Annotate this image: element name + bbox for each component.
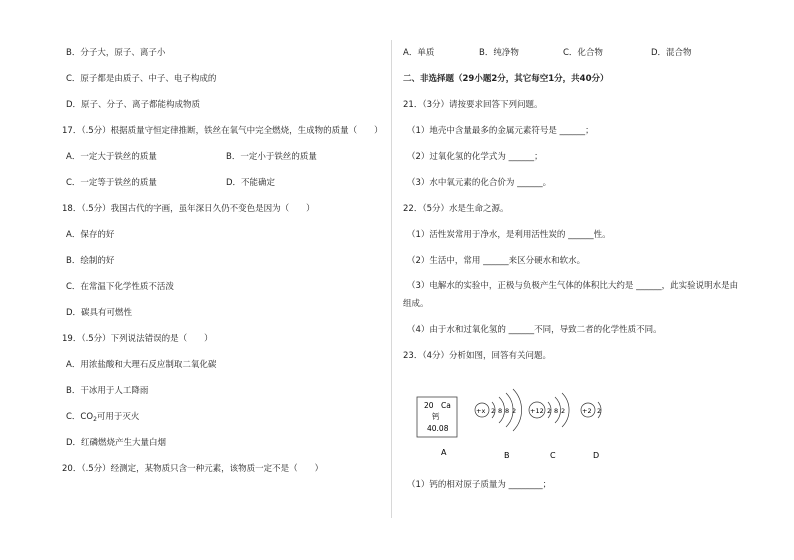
q18-option-a: A．保存的好 (66, 230, 115, 240)
q22-part3: （3）电解水的实验中，正极与负极产生气体的体积比大约是 ______，此实验说明水是由 (407, 281, 739, 291)
section-heading: 二、非选择题（29小题2分，其它每空1分，共40分） (403, 74, 609, 84)
q17-option-c: C．一定等于铁丝的质量 (66, 178, 157, 188)
q19-option-b: B．干冰用于人工降雨 (66, 386, 149, 396)
figure-label-c: C (550, 451, 556, 460)
q22-part3-continued: 组成。 (403, 299, 429, 309)
svg-text:8: 8 (505, 407, 510, 415)
figure-label-a: A (441, 448, 447, 457)
element-card-a (417, 397, 457, 437)
nucleus-b: +x (476, 407, 486, 415)
q18-stem: 18．（.5分）我国古代的字画，虽年深日久仍不变色是因为（ ） (62, 204, 315, 214)
q19-option-d: D．红磷燃烧产生大量白烟 (66, 438, 167, 448)
q22-stem: 22．（5分）水是生命之源。 (403, 204, 509, 214)
q20-option-b: B．纯净物 (479, 48, 519, 58)
element-name: 钙 (432, 412, 440, 421)
q19-option-a: A．用浓盐酸和大理石反应制取二氧化碳 (66, 360, 217, 370)
q22-part4: （4）由于水和过氧化氢的 ______不同，导致二者的化学性质不同。 (407, 325, 662, 335)
svg-text:2: 2 (512, 407, 517, 415)
q21-stem: 21．（3分）请按要求回答下列问题。 (403, 100, 543, 110)
q17-stem: 17．（.5分）根据质量守恒定律推断，铁丝在氧气中完全燃烧，生成物的质量（ ） (62, 126, 383, 136)
q22-part1: （1）活性炭常用于净水，是利用活性炭的 ______性。 (407, 230, 611, 240)
nucleus-d: +2 (582, 407, 592, 415)
figure-label-b: B (504, 451, 510, 460)
nucleus-c: +12 (530, 407, 544, 415)
column-divider (391, 40, 392, 518)
svg-text:2: 2 (597, 407, 602, 415)
q16-option-d: D．原子、分子、离子都能构成物质 (66, 100, 201, 110)
q19-stem: 19．（.5分）下列说法错误的是（ ） (62, 334, 213, 344)
q18-option-d: D．碳具有可燃性 (66, 308, 133, 318)
q17-option-d: D．不能确定 (226, 178, 276, 188)
svg-text:8: 8 (554, 407, 559, 415)
atomic-mass: 40.08 (427, 424, 449, 433)
q21-part3: （3）水中氧元素的化合价为 ______。 (407, 178, 552, 188)
q16-option-b: B．分子大，原子、离子小 (66, 48, 166, 58)
element-symbol: Ca (441, 401, 451, 410)
q23-stem: 23．（4分）分析如图，回答有关问题。 (403, 351, 551, 361)
q17-option-a: A．一定大于铁丝的质量 (66, 152, 157, 162)
atom-diagram-c (529, 393, 569, 427)
q16-option-c: C．原子都是由质子、中子、电子构成的 (66, 74, 217, 84)
svg-text:2: 2 (547, 407, 552, 415)
atomic-number: 20 (424, 401, 434, 410)
q18-option-b: B．绘制的好 (66, 256, 115, 266)
q20-option-c: C．化合物 (563, 48, 603, 58)
q21-part2: （2）过氧化氢的化学式为 ______； (407, 152, 543, 162)
q23-part1: （1）钙的相对原子质量为 ________； (407, 480, 552, 490)
svg-text:2: 2 (491, 407, 496, 415)
q22-part2: （2）生活中，常用 ______来区分硬水和软水。 (407, 256, 586, 266)
svg-text:2: 2 (561, 407, 566, 415)
q18-option-c: C．在常温下化学性质不活泼 (66, 282, 174, 292)
q21-part1: （1）地壳中含量最多的金属元素符号是 ______； (407, 126, 594, 136)
q19-option-c: C．$CO_2$可用于灭火 (66, 412, 140, 423)
atom-diagram-d (581, 402, 601, 418)
q20-stem: 20．（.5分）经测定，某物质只含一种元素，该物质一定不是（ ） (62, 464, 324, 474)
atom-diagram-b (475, 389, 522, 431)
figure-label-d: D (593, 451, 600, 460)
q20-option-d: D．混合物 (651, 48, 692, 58)
svg-text:8: 8 (498, 407, 503, 415)
q17-option-b: B．一定小于铁丝的质量 (226, 152, 317, 162)
q23-figure (410, 370, 630, 465)
q20-option-a: A．单质 (403, 48, 435, 58)
